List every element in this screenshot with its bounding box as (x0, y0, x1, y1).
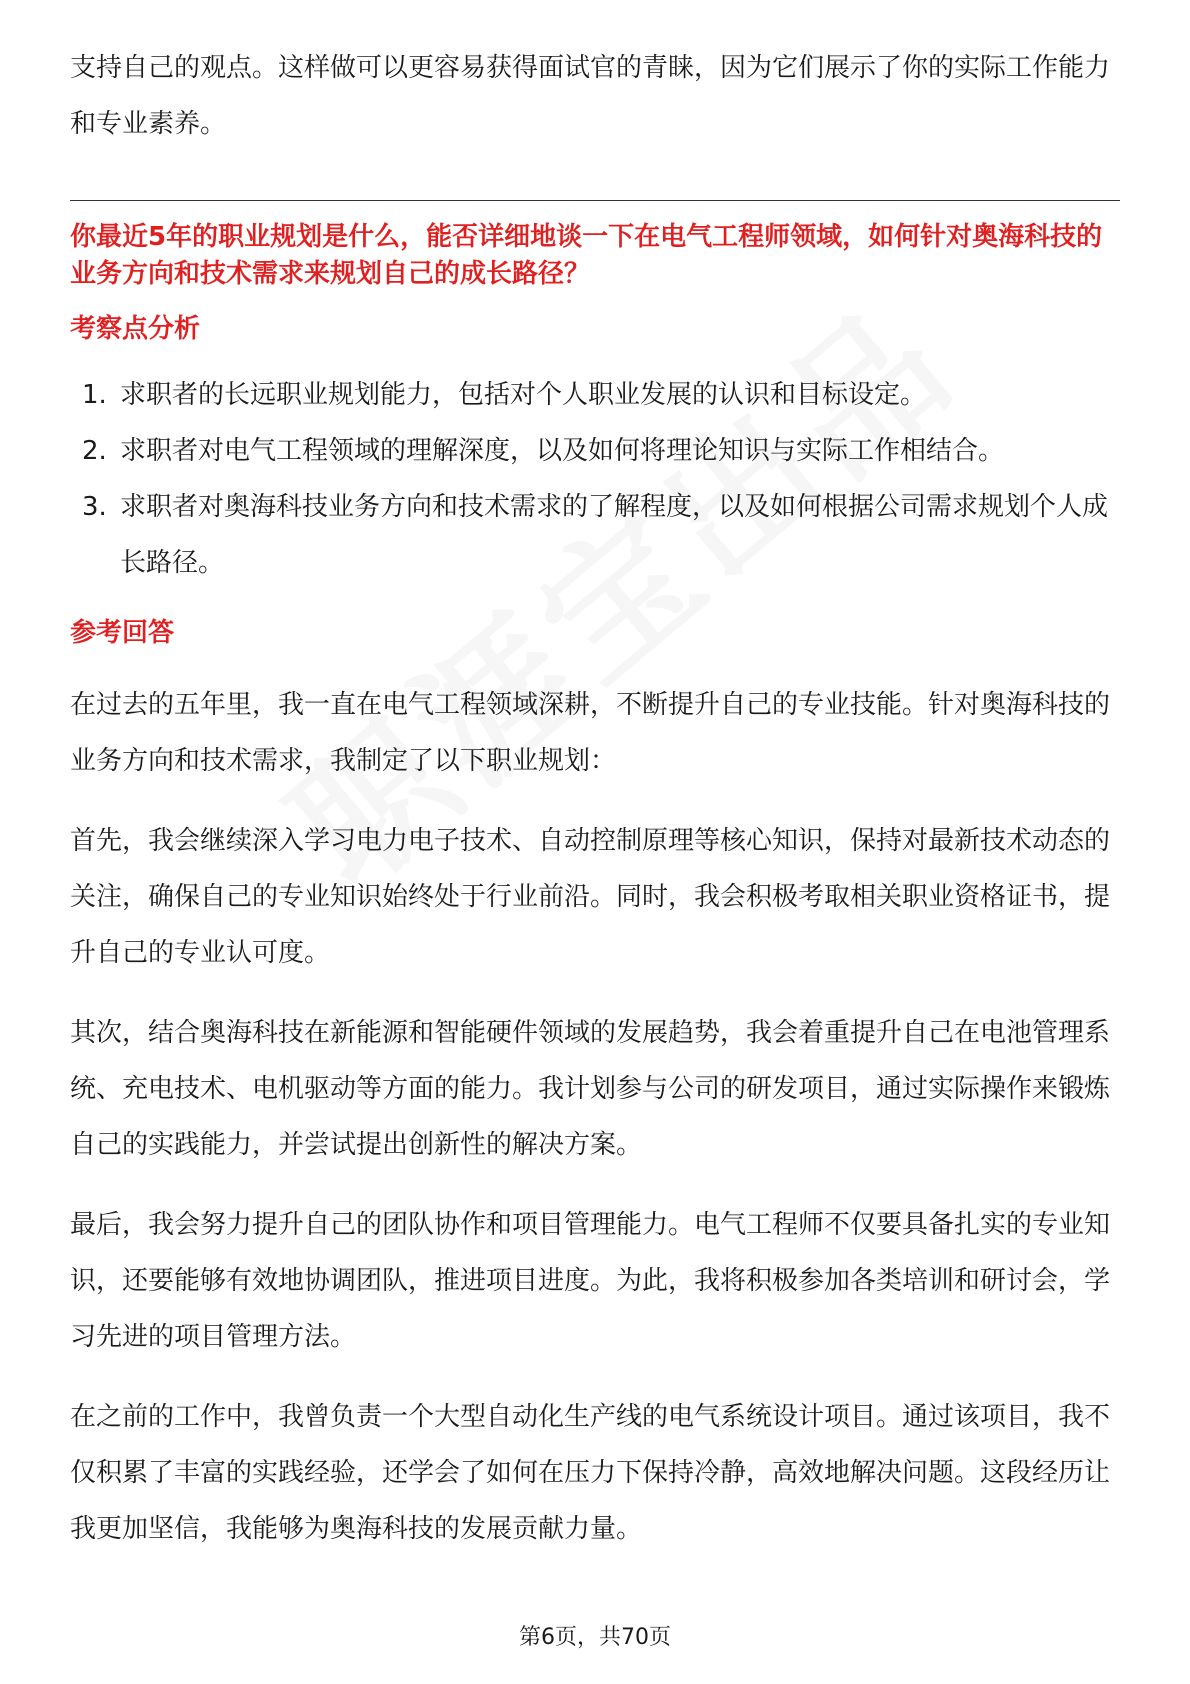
answer-paragraph: 其次，结合奥海科技在新能源和智能硬件领域的发展趋势，我会着重提升自己在电池管理系统、充电技术、电机驱动等方面的能力。我计划参与公司的研发项目，通过实际操作来锻炼自己的实践能力，并尝试提出创新性的解决方案。 (70, 1018, 1111, 1160)
list-item-text: 求职者的长远职业规划能力，包括对个人职业发展的认识和目标设定。 (120, 380, 927, 410)
analysis-list (70, 367, 1120, 591)
answer-paragraph: 在之前的工作中，我曾负责一个大型自动化生产线的电气系统设计项目。通过该项目，我不仅积累了丰富的实践经验，还学会了如何在压力下保持冷静，高效地解决问题。这段经历让我更加坚信，我能够为奥海科技的发展贡献力量。 (70, 1402, 1111, 1544)
list-item (70, 423, 1120, 479)
list-item-text: 求职者对奥海科技业务方向和技术需求的了解程度，以及如何根据公司需求规划个人成长路径。 (120, 492, 1109, 578)
section-divider (70, 200, 1120, 201)
analysis-title: 考察点分析 (70, 314, 201, 344)
intro-paragraph: 支持自己的观点。这样做可以更容易获得面试官的青睐，因为它们展示了你的实际工作能力和专业素养。 (70, 53, 1111, 139)
list-item-text: 求职者对电气工程领域的理解深度，以及如何将理论知识与实际工作相结合。 (120, 436, 1005, 466)
list-item (70, 479, 1120, 591)
answer-paragraph: 首先，我会继续深入学习电力电子技术、自动控制原理等核心知识，保持对最新技术动态的关注，确保自己的专业知识始终处于行业前沿。同时，我会积极考取相关职业资格证书，提升自己的专业认可度。 (70, 826, 1111, 968)
list-item (70, 367, 1120, 423)
question-heading: 你最近5年的职业规划是什么，能否详细地谈一下在电气工程师领域，如何针对奥海科技的业务方向和技术需求来规划自己的成长路径？ (70, 222, 1103, 289)
list-item-number: 1. (82, 380, 107, 410)
answer-paragraph: 在过去的五年里，我一直在电气工程领域深耕，不断提升自己的专业技能。针对奥海科技的业务方向和技术需求，我制定了以下职业规划： (70, 690, 1111, 776)
list-item-number: 2. (82, 436, 107, 466)
answer-paragraph: 最后，我会努力提升自己的团队协作和项目管理能力。电气工程师不仅要具备扎实的专业知识，还要能够有效地协调团队，推进项目进度。为此，我将积极参加各类培训和研讨会，学习先进的项目管理方法。 (70, 1210, 1111, 1352)
answer-body (70, 677, 1120, 1557)
page-content (70, 40, 1120, 1557)
answer-title: 参考回答 (70, 618, 175, 648)
list-item-number: 3. (82, 492, 107, 522)
page-footer: 第6页，共70页 (519, 1625, 671, 1650)
